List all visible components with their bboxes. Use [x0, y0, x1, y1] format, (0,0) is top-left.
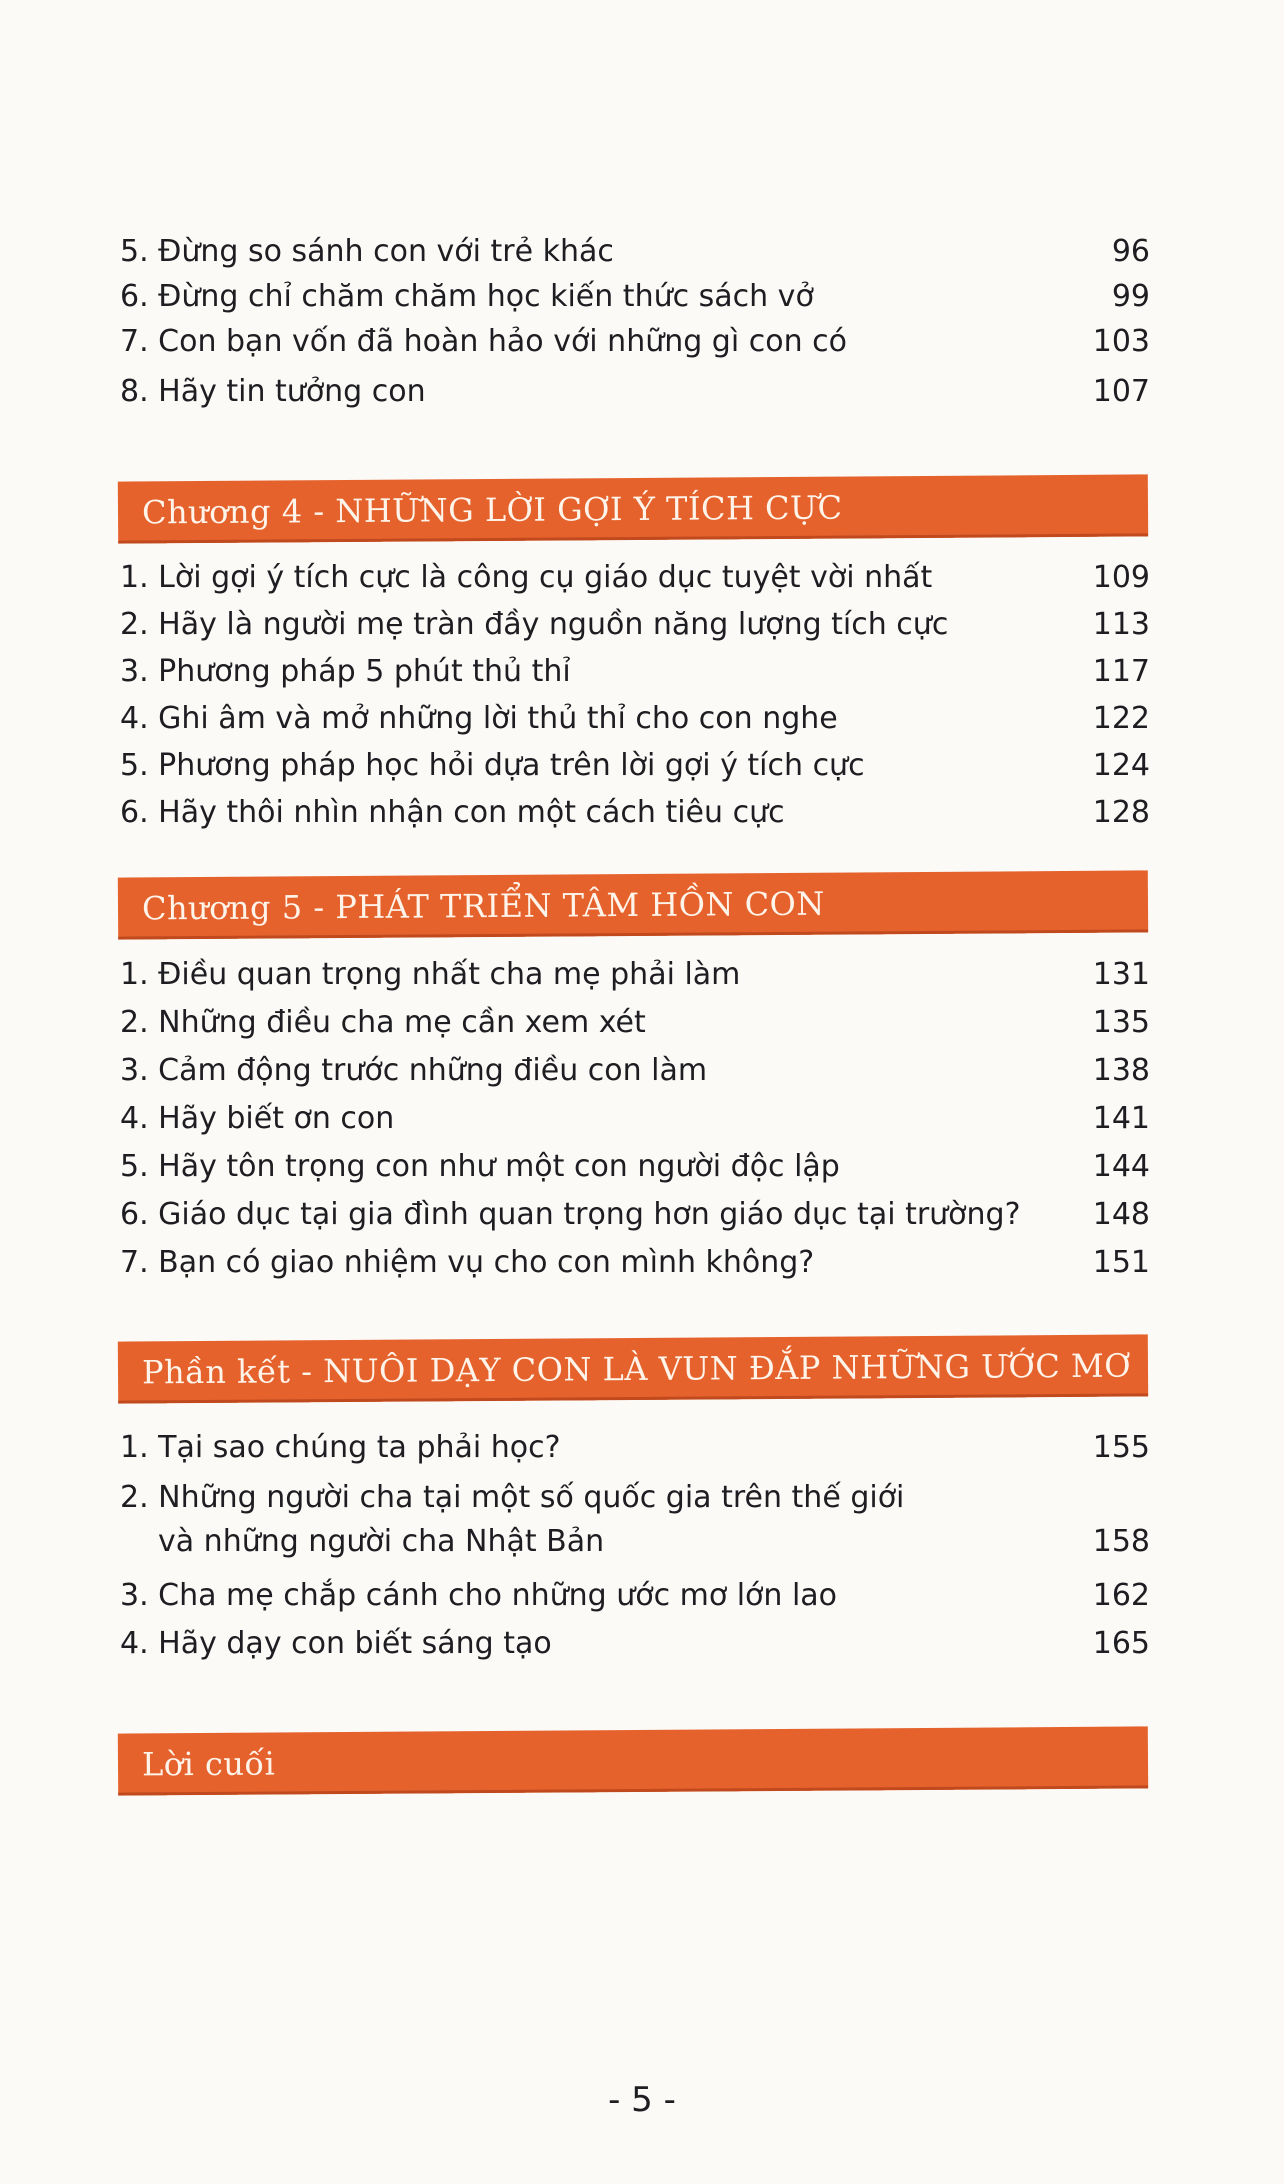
toc-entry-title: 5. Đừng so sánh con với trẻ khác — [120, 234, 614, 269]
toc-entry-page: 148 — [1092, 1197, 1150, 1232]
toc-entry-title: 7. Con bạn vốn đã hoàn hảo với những gì con có — [120, 324, 847, 359]
toc-entry — [120, 558, 1150, 598]
toc-entry-title: 6. Đừng chỉ chăm chăm học kiến thức sách vở — [120, 279, 814, 314]
chapter-heading-banner: Chương 5 - PHÁT TRIỂN TÂM HỒN CON — [118, 870, 1148, 939]
toc-entry — [120, 1476, 1150, 1564]
toc-entry — [120, 1051, 1150, 1091]
toc-entry-title: 5. Phương pháp học hỏi dựa trên lời gợi ý tích cực — [120, 748, 865, 783]
toc-entry-title: 4. Hãy dạy con biết sáng tạo — [120, 1626, 552, 1661]
toc-entry-page: 158 — [1092, 1524, 1150, 1559]
toc-entry-page: 96 — [1111, 234, 1150, 269]
toc-entry-page: 122 — [1092, 701, 1150, 736]
chapter-heading-banner: Phần kết - NUÔI DẠY CON LÀ VUN ĐẮP NHỮNG ƯỚC MƠ — [118, 1334, 1148, 1403]
toc-entry — [120, 652, 1150, 692]
toc-entry-page: 109 — [1092, 560, 1150, 595]
toc-entry — [120, 1099, 1150, 1139]
toc-entry — [120, 1576, 1150, 1616]
toc-entry-page: 138 — [1092, 1053, 1150, 1088]
toc-entry-page: 155 — [1092, 1430, 1150, 1465]
toc-entry — [120, 1624, 1150, 1664]
page-number: - 5 - — [608, 2080, 676, 2120]
toc-entry-page: 128 — [1092, 795, 1150, 830]
toc-entry-title: 3. Cảm động trước những điều con làm — [120, 1053, 708, 1088]
toc-entry-page: 131 — [1092, 957, 1150, 992]
toc-entry-title: 3. Cha mẹ chắp cánh cho những ước mơ lớn lao — [120, 1578, 838, 1613]
toc-entry — [120, 1428, 1150, 1468]
toc-entry-page: 124 — [1092, 748, 1150, 783]
toc-entry — [120, 372, 1150, 412]
toc-entry — [120, 232, 1150, 272]
toc-entry-page: 135 — [1092, 1005, 1150, 1040]
toc-entry-title: 4. Hãy biết ơn con — [120, 1101, 395, 1136]
toc-entry-page: 113 — [1092, 607, 1150, 642]
toc-entry-page: 144 — [1092, 1149, 1150, 1184]
toc-entry-title — [120, 1476, 904, 1564]
toc-entry-title-line2: và những người cha Nhật Bản — [158, 1524, 605, 1559]
toc-entry — [120, 322, 1150, 362]
toc-entry-page: 117 — [1092, 654, 1150, 689]
toc-entry-page: 99 — [1111, 279, 1150, 314]
toc-entry-title: 4. Ghi âm và mở những lời thủ thỉ cho con nghe — [120, 701, 838, 736]
toc-entry-title: 2. Những điều cha mẹ cần xem xét — [120, 1005, 646, 1040]
toc-entry-page: 151 — [1092, 1245, 1150, 1280]
toc-entry — [120, 699, 1150, 739]
toc-entry-page: 107 — [1092, 374, 1150, 409]
toc-entry — [120, 746, 1150, 786]
toc-entry-title: 1. Điều quan trọng nhất cha mẹ phải làm — [120, 957, 741, 992]
toc-entry-title: 7. Bạn có giao nhiệm vụ cho con mình không? — [120, 1245, 815, 1280]
toc-entry-title: 2. Hãy là người mẹ tràn đầy nguồn năng lượng tích cực — [120, 607, 949, 642]
toc-entry — [120, 955, 1150, 995]
toc-entry — [120, 1003, 1150, 1043]
toc-entry-page: 162 — [1092, 1578, 1150, 1613]
toc-entry-title: 3. Phương pháp 5 phút thủ thỉ — [120, 654, 571, 689]
chapter-heading-banner: Lời cuối — [118, 1726, 1148, 1795]
toc-entry-title: 5. Hãy tôn trọng con như một con người độc lập — [120, 1149, 840, 1184]
toc-entry — [120, 277, 1150, 317]
toc-entry — [120, 1243, 1150, 1283]
toc-entry — [120, 605, 1150, 645]
toc-entry-title: 1. Tại sao chúng ta phải học? — [120, 1430, 561, 1465]
toc-entry-title-line1: 2. Những người cha tại một số quốc gia trên thế giới — [120, 1480, 905, 1515]
toc-entry-page: 165 — [1092, 1626, 1150, 1661]
toc-entry-title: 6. Giáo dục tại gia đình quan trọng hơn giáo dục tại trường? — [120, 1197, 1021, 1232]
toc-entry — [120, 1147, 1150, 1187]
toc-entry — [120, 793, 1150, 833]
chapter-heading-banner: Chương 4 - NHỮNG LỜI GỢI Ý TÍCH CỰC — [118, 474, 1148, 543]
toc-entry — [120, 1195, 1150, 1235]
toc-entry-title: 6. Hãy thôi nhìn nhận con một cách tiêu cực — [120, 795, 785, 830]
toc-entry-page: 103 — [1092, 324, 1150, 359]
toc-entry-title: 1. Lời gợi ý tích cực là công cụ giáo dục tuyệt vời nhất — [120, 560, 933, 595]
toc-entry-title: 8. Hãy tin tưởng con — [120, 374, 426, 409]
toc-entry-page: 141 — [1092, 1101, 1150, 1136]
